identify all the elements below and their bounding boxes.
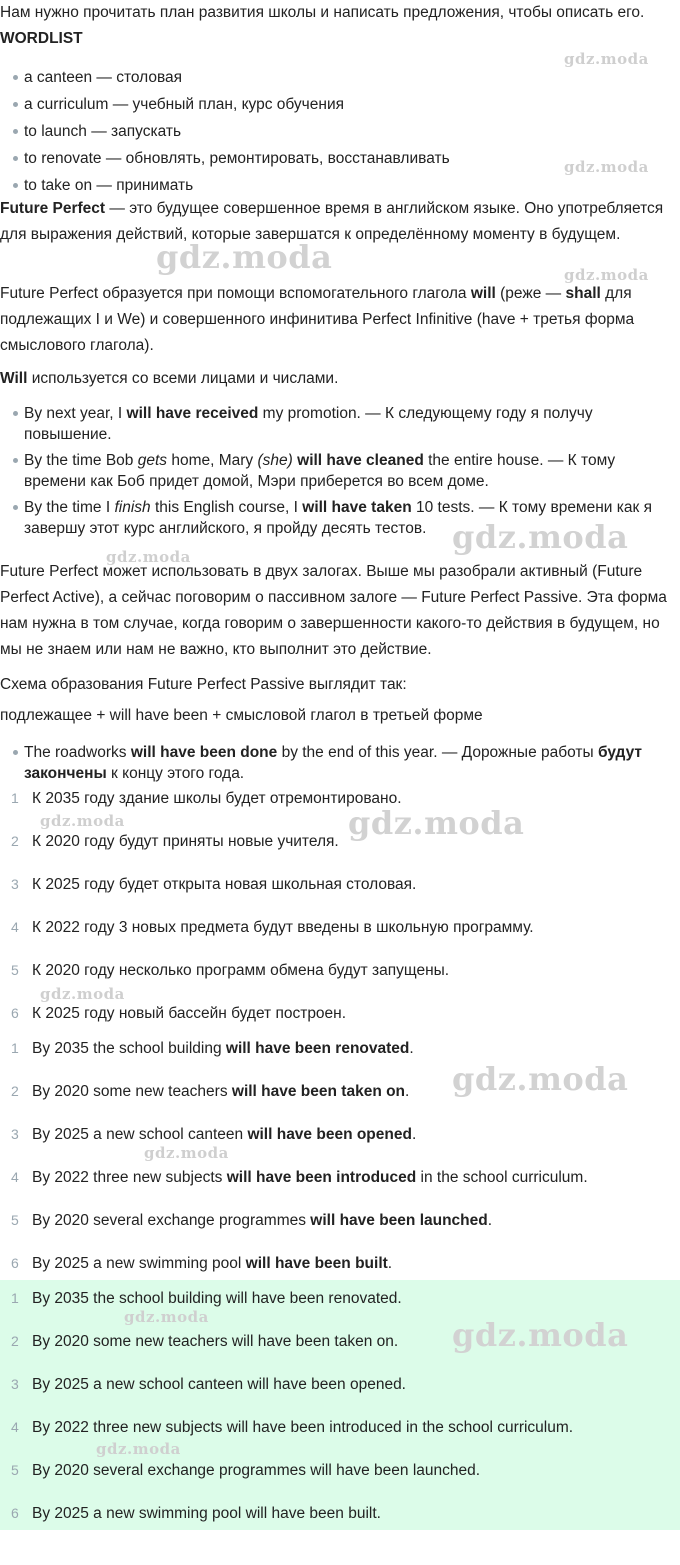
answer-text: By 2020 some new teachers will have been taken on. (32, 1333, 399, 1350)
answer-item (0, 1374, 676, 1395)
item-number: 6 (11, 1505, 19, 1521)
watermark: gdz.moda (124, 1308, 209, 1326)
ru-item (0, 960, 676, 981)
item-number: 6 (11, 1255, 19, 1271)
item-number: 1 (11, 1290, 19, 1306)
item-number: 3 (11, 876, 19, 892)
item-verb: will have been taken on (231, 1083, 406, 1100)
watermark: gdz.moda (452, 518, 629, 556)
scheme-formula: подлежащее + will have been + смысловой глагол в третьей форме (0, 707, 483, 724)
watermark: gdz.moda (96, 1440, 181, 1458)
watermark: gdz.moda (40, 812, 125, 830)
wordlist-item: to launch — запускать (0, 121, 676, 142)
item-verb: will have been launched (310, 1212, 488, 1229)
item-number: 2 (11, 1083, 19, 1099)
en-item (0, 1038, 676, 1059)
item-verb: will have been introduced (226, 1169, 417, 1186)
item-number: 4 (11, 1169, 19, 1185)
watermark: gdz.moda (348, 804, 525, 842)
item-text: By 2025 a new school canteen (32, 1126, 248, 1143)
answer-text: By 2035 the school building will have been renovated. (32, 1290, 402, 1307)
formation-text: Future Perfect образуется при помощи вспомогательного глагола (0, 285, 471, 302)
item-text: . (409, 1040, 414, 1057)
example-text: к концу этого года. (106, 765, 245, 782)
item-text: By 2020 some new teachers (32, 1083, 232, 1100)
item-text: By 2022 three new subjects (32, 1169, 227, 1186)
passive-example (0, 742, 676, 784)
definition-text: — это будущее совершенное время в английском языке. Оно употребляется для выражения действий, которые завершатся к определённому моменту в будущем. (0, 200, 664, 243)
example-text: By the time I (24, 499, 115, 516)
example-text: my promotion. — К следующему году я получу повышение. (24, 405, 593, 443)
item-number: 4 (11, 1419, 19, 1435)
example-text: The roadworks (24, 744, 131, 761)
future-perfect-definition (0, 196, 676, 248)
example-text: the entire house. — К тому времени как Боб придет домой, Мэри приберется во всем доме. (24, 452, 616, 490)
wordlist-item: to take on — принимать (0, 175, 676, 196)
item-number: 6 (11, 1005, 19, 1021)
formation-text: (реже — (495, 285, 566, 302)
answer-item (0, 1288, 676, 1309)
watermark: gdz.moda (156, 238, 333, 276)
wordlist-item: to renovate — обновлять, ремонтировать, восстанавливать (0, 148, 676, 169)
will-keyword: will (470, 285, 496, 302)
answer-text: By 2020 several exchange programmes will have been launched. (32, 1462, 481, 1479)
formation-text: для подлежащих I и We) и совершенного инфинитива Perfect Infinitive (have + третья форма смыслового глагола). (0, 285, 635, 354)
example-text: By next year, I (24, 405, 127, 422)
answer-item (0, 1460, 676, 1481)
en-item (0, 1124, 676, 1145)
item-text: By 2035 the school building (32, 1040, 226, 1057)
example-italic: (she) (257, 452, 293, 469)
example-text: By the time Bob (24, 452, 138, 469)
item-number: 2 (11, 833, 19, 849)
example-item (0, 403, 676, 445)
watermark: gdz.moda (40, 985, 125, 1003)
en-item (0, 1167, 676, 1188)
item-text: К 2020 году будут приняты новые учителя. (32, 833, 339, 850)
item-text: By 2020 several exchange programmes (32, 1212, 311, 1229)
example-italic: finish (114, 499, 151, 516)
item-number: 1 (11, 790, 19, 806)
example-verb: will have received (126, 405, 259, 422)
item-text: By 2025 a new swimming pool (32, 1255, 246, 1272)
watermark: gdz.moda (144, 1144, 229, 1162)
item-number: 3 (11, 1376, 19, 1392)
usage-paragraph (0, 366, 676, 392)
passive-intro: Future Perfect может использовать в двух залогах. Выше мы разобрали активный (Future Perfect Active), а сейчас поговорим о пассивном залоге — Future Perfect Passive. Эта форма нам нужна в том случае, когда говорим о завершенности какого-то действия в будущем, но мы не знаем или нам не важно, кто выполнит это действие. (0, 563, 667, 658)
will-keyword: Will (0, 370, 28, 387)
item-text: К 2025 году новый бассейн будет построен. (32, 1005, 347, 1022)
item-number: 4 (11, 919, 19, 935)
example-verb: will have been done (130, 744, 278, 761)
item-verb: will have been opened (247, 1126, 412, 1143)
item-text: К 2035 году здание школы будет отремонтировано. (32, 790, 402, 807)
answer-text: By 2025 a new swimming pool will have been built. (32, 1505, 381, 1522)
answer-item (0, 1417, 676, 1438)
example-italic: gets (137, 452, 168, 469)
item-text: . (411, 1126, 417, 1143)
usage-text: используется со всеми лицами и числами. (27, 370, 339, 387)
example-text: by the end of this year. — Дорожные работы (277, 744, 598, 761)
scheme-title: Схема образования Future Perfect Passive выглядит так: (0, 676, 407, 693)
item-text: . (387, 1255, 393, 1272)
shall-keyword: shall (565, 285, 601, 302)
watermark: gdz.moda (106, 548, 191, 566)
example-translation-verb: будут закончены (24, 744, 642, 782)
item-number: 5 (11, 962, 19, 978)
item-number: 5 (11, 1212, 19, 1228)
item-number: 3 (11, 1126, 19, 1142)
item-text: . (405, 1083, 410, 1100)
en-item (0, 1210, 676, 1231)
item-text: К 2025 году будет открыта новая школьная столовая. (32, 876, 417, 893)
item-number: 2 (11, 1333, 19, 1349)
example-text: 10 tests. — К тому времени как я завершу этот курс английского, я пройду десять тестов. (24, 499, 652, 537)
wordlist-title: WORDLIST (0, 30, 83, 47)
item-text: . (487, 1212, 493, 1229)
en-item (0, 1253, 676, 1274)
term: Future Perfect (0, 200, 106, 217)
watermark: gdz.moda (452, 1060, 629, 1098)
wordlist-item: a canteen — столовая (0, 67, 676, 88)
item-text: К 2022 году 3 новых предмета будут введены в школьную программу. (32, 919, 534, 936)
item-text: К 2020 году несколько программ обмена будут запущены. (32, 962, 450, 979)
example-verb: will have cleaned (297, 452, 424, 469)
item-number: 1 (11, 1040, 19, 1056)
watermark: gdz.moda (564, 266, 649, 284)
answer-text: By 2022 three new subjects will have been introduced in the school curriculum. (32, 1419, 574, 1436)
answer-text: By 2025 a new school canteen will have been opened. (32, 1376, 406, 1393)
watermark: gdz.moda (452, 1316, 629, 1354)
item-number: 5 (11, 1462, 19, 1478)
answer-item (0, 1503, 676, 1524)
example-text: this English course, I (150, 499, 303, 516)
ru-item (0, 831, 676, 852)
example-item (0, 450, 676, 492)
item-verb: will have been built (245, 1255, 388, 1272)
watermark: gdz.moda (564, 158, 649, 176)
intro-text: Нам нужно прочитать план развития школы и написать предложения, чтобы описать его. (0, 4, 645, 21)
wordlist-item: a curriculum — учебный план, курс обучения (0, 94, 676, 115)
item-text: in the school curriculum. (416, 1169, 588, 1186)
formation-paragraph (0, 281, 676, 359)
ru-item (0, 874, 676, 895)
item-verb: will have been renovated (225, 1040, 410, 1057)
example-verb: will have taken (302, 499, 412, 516)
ru-item (0, 917, 676, 938)
example-text: home, Mary (167, 452, 258, 469)
ru-item (0, 788, 676, 809)
watermark: gdz.moda (564, 50, 649, 68)
